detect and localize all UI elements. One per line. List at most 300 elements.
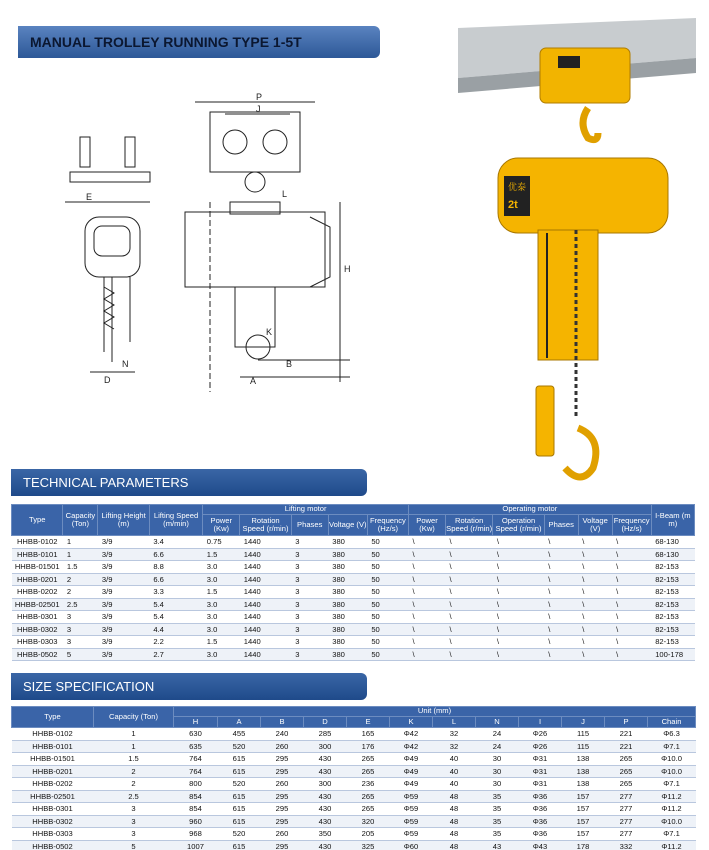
table-cell: 3 (63, 611, 98, 624)
table-cell: 430 (304, 840, 347, 850)
table-cell: 6.6 (149, 573, 202, 586)
header-op-frequency: Frequency (Hz/s) (612, 515, 651, 536)
table-cell: 3 (291, 561, 328, 574)
model-cell: HHBB-0101 (12, 548, 63, 561)
model-cell: HHBB-0101 (12, 740, 94, 753)
table-cell: \ (612, 536, 651, 549)
table-cell: Φ7.1 (648, 828, 696, 841)
table-cell: \ (612, 648, 651, 661)
table-cell: \ (544, 623, 578, 636)
model-cell: HHBB-02501 (12, 598, 63, 611)
table-cell: 380 (328, 623, 367, 636)
table-cell: 3 (291, 611, 328, 624)
table-cell: 3/9 (98, 648, 149, 661)
model-cell: HHBB-0502 (12, 648, 63, 661)
table-cell: 1.5 (203, 548, 240, 561)
table-cell: 3.0 (203, 561, 240, 574)
size-header-col: B (261, 717, 304, 728)
header-lifting-motor: Lifting motor (203, 505, 409, 515)
table-cell: 1007 (174, 840, 218, 850)
table-cell: \ (578, 623, 612, 636)
table-cell: \ (493, 598, 544, 611)
table-cell: 380 (328, 536, 367, 549)
table-cell: Φ31 (519, 753, 562, 766)
table-cell: 3 (94, 828, 174, 841)
table-cell: \ (493, 623, 544, 636)
table-cell: \ (409, 548, 446, 561)
header-operating-motor: Operating motor (409, 505, 652, 515)
table-row (12, 548, 695, 561)
table-row (12, 728, 696, 741)
table-cell: 430 (304, 790, 347, 803)
table-cell: Φ36 (519, 828, 562, 841)
table-cell: 277 (605, 815, 648, 828)
table-cell: Φ10.0 (648, 753, 696, 766)
table-cell: 8.8 (149, 561, 202, 574)
table-cell: 3 (291, 598, 328, 611)
table-cell: 3/9 (98, 561, 149, 574)
size-header-col: E (347, 717, 390, 728)
table-row (12, 815, 696, 828)
table-cell: 82-153 (651, 598, 694, 611)
header-type: Type (12, 505, 63, 536)
table-cell: 3/9 (98, 548, 149, 561)
header-frequency: Frequency (Hz/s) (367, 515, 408, 536)
table-cell: \ (446, 623, 493, 636)
table-cell: 380 (328, 636, 367, 649)
table-cell: 1440 (240, 623, 291, 636)
dim-label-p: P (256, 92, 263, 102)
table-cell: 3 (291, 536, 328, 549)
size-header-capacity: Capacity (Ton) (94, 707, 174, 728)
table-cell: 325 (347, 840, 390, 850)
table-cell: Φ42 (390, 728, 433, 741)
table-cell: 236 (347, 778, 390, 791)
size-header-col: D (304, 717, 347, 728)
table-cell: \ (544, 573, 578, 586)
table-cell: 35 (476, 815, 519, 828)
table-cell: 82-153 (651, 636, 694, 649)
table-cell: 3.0 (203, 573, 240, 586)
table-cell: Φ26 (519, 728, 562, 741)
table-cell: Φ59 (390, 828, 433, 841)
table-cell: 3/9 (98, 636, 149, 649)
table-cell: 165 (347, 728, 390, 741)
table-cell: 48 (433, 803, 476, 816)
table-cell: 1.5 (63, 561, 98, 574)
table-cell: 3.0 (203, 611, 240, 624)
table-cell: Φ59 (390, 790, 433, 803)
model-cell: HHBB-0201 (12, 573, 63, 586)
table-row (12, 586, 695, 599)
dim-label-a: A (250, 376, 257, 386)
table-cell: Φ31 (519, 765, 562, 778)
table-cell: 30 (476, 765, 519, 778)
table-cell: 615 (218, 790, 261, 803)
table-cell: \ (544, 636, 578, 649)
table-row (12, 828, 696, 841)
table-cell: 82-153 (651, 573, 694, 586)
table-cell: 3 (94, 803, 174, 816)
table-cell: Φ10.0 (648, 765, 696, 778)
table-cell: 277 (605, 828, 648, 841)
table-cell: 285 (304, 728, 347, 741)
table-cell: 2.2 (149, 636, 202, 649)
table-cell: 295 (261, 840, 304, 850)
table-cell: 615 (218, 765, 261, 778)
table-cell: 1 (63, 536, 98, 549)
table-cell: \ (493, 548, 544, 561)
table-cell: 48 (433, 840, 476, 850)
table-row (12, 765, 696, 778)
header-lifting-speed: Lifting Speed (m/min) (149, 505, 202, 536)
table-cell: 1 (94, 728, 174, 741)
table-cell: 1 (63, 548, 98, 561)
table-cell: 68-130 (651, 548, 694, 561)
table-cell: \ (578, 611, 612, 624)
table-cell: 40 (433, 753, 476, 766)
table-cell: \ (578, 648, 612, 661)
table-cell: \ (446, 536, 493, 549)
table-cell: 3 (291, 636, 328, 649)
table-cell: \ (544, 536, 578, 549)
table-row (12, 803, 696, 816)
table-cell: Φ59 (390, 803, 433, 816)
header-op-voltage: Voltage (V) (578, 515, 612, 536)
technical-drawing (60, 92, 370, 392)
table-cell: 350 (304, 828, 347, 841)
table-cell: 4.4 (149, 623, 202, 636)
table-cell: \ (612, 548, 651, 561)
table-cell: Φ6.3 (648, 728, 696, 741)
table-cell: 40 (433, 765, 476, 778)
table-cell: \ (612, 598, 651, 611)
table-cell: 2.5 (94, 790, 174, 803)
table-cell: \ (493, 561, 544, 574)
table-cell: 68-130 (651, 536, 694, 549)
table-cell: 3.4 (149, 536, 202, 549)
table-cell: Φ59 (390, 815, 433, 828)
table-cell: 35 (476, 828, 519, 841)
table-cell: 157 (562, 790, 605, 803)
table-cell: 380 (328, 586, 367, 599)
table-cell: 2 (63, 573, 98, 586)
table-cell: Φ11.2 (648, 790, 696, 803)
model-cell: HHBB-0303 (12, 828, 94, 841)
table-cell: 82-153 (651, 611, 694, 624)
table-row (12, 598, 695, 611)
table-cell: \ (612, 623, 651, 636)
table-row (12, 623, 695, 636)
table-cell: 5 (63, 648, 98, 661)
table-cell: 30 (476, 778, 519, 791)
table-cell: 3 (63, 636, 98, 649)
header-capacity: Capacity (Ton) (63, 505, 98, 536)
model-cell: HHBB-0302 (12, 623, 63, 636)
table-row (12, 648, 695, 661)
table-cell: 1440 (240, 536, 291, 549)
table-cell: Φ36 (519, 803, 562, 816)
table-cell: 115 (562, 728, 605, 741)
table-cell: Φ49 (390, 778, 433, 791)
table-cell: 265 (347, 765, 390, 778)
size-header-col: A (218, 717, 261, 728)
table-cell: 30 (476, 753, 519, 766)
table-cell: 82-153 (651, 586, 694, 599)
table-row (12, 561, 695, 574)
table-cell: Φ11.2 (648, 840, 696, 850)
table-cell: 295 (261, 753, 304, 766)
table-cell: 48 (433, 790, 476, 803)
table-cell: 48 (433, 815, 476, 828)
table-cell: 265 (347, 803, 390, 816)
table-cell: \ (578, 561, 612, 574)
table-cell: 2 (94, 778, 174, 791)
table-cell: 35 (476, 803, 519, 816)
table-cell: 50 (367, 636, 408, 649)
table-cell: 2.5 (63, 598, 98, 611)
table-cell: \ (409, 648, 446, 661)
table-cell: 520 (218, 778, 261, 791)
table-cell: 265 (605, 753, 648, 766)
table-cell: 520 (218, 740, 261, 753)
size-header-col: L (433, 717, 476, 728)
table-cell: 960 (174, 815, 218, 828)
header-power: Power (Kw) (203, 515, 240, 536)
table-cell: 82-153 (651, 623, 694, 636)
table-row (12, 573, 695, 586)
table-cell: 138 (562, 778, 605, 791)
technical-parameters-banner (11, 469, 367, 496)
table-row (12, 536, 695, 549)
dim-label-j: J (256, 104, 261, 114)
model-cell: HHBB-02501 (12, 790, 94, 803)
table-cell: 157 (562, 828, 605, 841)
size-header-unit: Unit (mm) (174, 707, 696, 717)
table-cell: 430 (304, 765, 347, 778)
table-cell: 50 (367, 536, 408, 549)
table-cell: 320 (347, 815, 390, 828)
table-cell: Φ43 (519, 840, 562, 850)
size-header-col: K (390, 717, 433, 728)
header-voltage: Voltage (V) (328, 515, 367, 536)
model-cell: HHBB-0102 (12, 728, 94, 741)
model-cell: HHBB-0502 (12, 840, 94, 850)
header-op-power: Power (Kw) (409, 515, 446, 536)
section-title-banner (18, 26, 380, 58)
header-op-phases: Phases (544, 515, 578, 536)
table-cell: \ (446, 573, 493, 586)
table-cell: 630 (174, 728, 218, 741)
table-cell: \ (446, 611, 493, 624)
table-cell: 277 (605, 803, 648, 816)
table-cell: \ (493, 636, 544, 649)
size-header-col: N (476, 717, 519, 728)
table-cell: 5 (94, 840, 174, 850)
table-cell: 300 (304, 740, 347, 753)
table-cell: 43 (476, 840, 519, 850)
size-header-col: Chain (648, 717, 696, 728)
table-cell: \ (578, 586, 612, 599)
table-row (12, 778, 696, 791)
table-cell: 3.0 (203, 623, 240, 636)
table-cell: 1440 (240, 586, 291, 599)
table-cell: 138 (562, 753, 605, 766)
dim-label-l: L (282, 189, 288, 199)
size-header-col: J (562, 717, 605, 728)
table-cell: \ (612, 636, 651, 649)
table-cell: 3.0 (203, 648, 240, 661)
table-cell: \ (578, 636, 612, 649)
table-cell: 2 (94, 765, 174, 778)
table-row (12, 840, 696, 850)
model-cell: HHBB-01501 (12, 753, 94, 766)
table-cell: 1440 (240, 611, 291, 624)
table-cell: 50 (367, 573, 408, 586)
table-cell: Φ7.1 (648, 740, 696, 753)
model-cell: HHBB-0301 (12, 611, 63, 624)
capacity-label: 2t (508, 199, 518, 211)
table-cell: 380 (328, 598, 367, 611)
table-cell: Φ36 (519, 790, 562, 803)
table-cell: 615 (218, 815, 261, 828)
table-cell: \ (409, 573, 446, 586)
technical-parameters-table (11, 504, 695, 661)
table-cell: \ (409, 536, 446, 549)
dim-label-n: N (122, 359, 129, 369)
table-cell: 176 (347, 740, 390, 753)
table-cell: \ (446, 598, 493, 611)
table-cell: \ (544, 561, 578, 574)
model-cell: HHBB-0202 (12, 586, 63, 599)
table-cell: \ (409, 561, 446, 574)
table-cell: 615 (218, 803, 261, 816)
table-cell: Φ11.2 (648, 803, 696, 816)
table-cell: 1.5 (203, 586, 240, 599)
table-cell: 380 (328, 573, 367, 586)
table-cell: \ (446, 636, 493, 649)
table-cell: 1.5 (203, 636, 240, 649)
table-cell: \ (544, 611, 578, 624)
table-cell: 295 (261, 790, 304, 803)
table-cell: 1440 (240, 548, 291, 561)
table-cell: \ (544, 648, 578, 661)
table-cell: 265 (347, 790, 390, 803)
table-cell: 764 (174, 753, 218, 766)
brand-label: 优泰 (508, 182, 527, 192)
table-cell: 430 (304, 815, 347, 828)
table-cell: \ (446, 548, 493, 561)
table-cell: 221 (605, 728, 648, 741)
table-cell: 1440 (240, 648, 291, 661)
table-cell: 854 (174, 790, 218, 803)
table-cell: \ (544, 548, 578, 561)
hoist-photo (458, 18, 696, 498)
table-cell: 3 (94, 815, 174, 828)
table-cell: 24 (476, 728, 519, 741)
table-cell: \ (612, 561, 651, 574)
table-cell: 635 (174, 740, 218, 753)
table-cell: 5.4 (149, 611, 202, 624)
table-cell: Φ60 (390, 840, 433, 850)
dim-label-k: K (266, 327, 273, 337)
table-cell: 380 (328, 648, 367, 661)
table-cell: 968 (174, 828, 218, 841)
table-cell: 50 (367, 611, 408, 624)
model-cell: HHBB-0202 (12, 778, 94, 791)
size-specification-table (11, 706, 696, 850)
table-cell: \ (446, 586, 493, 599)
table-cell: 1440 (240, 573, 291, 586)
table-cell: 6.6 (149, 548, 202, 561)
table-row (12, 753, 696, 766)
table-cell: 3 (291, 548, 328, 561)
table-cell: 100-178 (651, 648, 694, 661)
table-cell: 115 (562, 740, 605, 753)
table-cell: 260 (261, 740, 304, 753)
table-cell: Φ26 (519, 740, 562, 753)
table-cell: 3/9 (98, 573, 149, 586)
model-cell: HHBB-01501 (12, 561, 63, 574)
table-cell: 800 (174, 778, 218, 791)
table-cell: \ (493, 586, 544, 599)
header-ibeam: I-Beam (m m) (651, 505, 694, 536)
table-cell: \ (612, 573, 651, 586)
table-cell: 615 (218, 753, 261, 766)
table-cell: 3 (63, 623, 98, 636)
table-cell: 48 (433, 828, 476, 841)
dim-label-h: H (344, 264, 351, 274)
table-cell: 260 (261, 778, 304, 791)
table-cell: 3/9 (98, 623, 149, 636)
table-cell: 300 (304, 778, 347, 791)
dim-label-d: D (104, 375, 111, 385)
table-cell: \ (578, 548, 612, 561)
table-cell: Φ49 (390, 753, 433, 766)
table-cell: 1 (94, 740, 174, 753)
size-header-col: P (605, 717, 648, 728)
table-row (12, 636, 695, 649)
table-cell: \ (544, 586, 578, 599)
table-cell: 24 (476, 740, 519, 753)
table-cell: Φ31 (519, 778, 562, 791)
table-cell: 1440 (240, 561, 291, 574)
model-cell: HHBB-0303 (12, 636, 63, 649)
model-cell: HHBB-0302 (12, 815, 94, 828)
table-cell: \ (493, 536, 544, 549)
table-cell: 2.7 (149, 648, 202, 661)
table-cell: 430 (304, 753, 347, 766)
table-cell: 3/9 (98, 536, 149, 549)
table-cell: 157 (562, 815, 605, 828)
table-cell: 265 (605, 778, 648, 791)
header-rotation-speed: Rotation Speed (r/min) (240, 515, 291, 536)
dim-label-e: E (86, 192, 93, 202)
table-cell: 277 (605, 790, 648, 803)
size-header-col: I (519, 717, 562, 728)
table-cell: Φ42 (390, 740, 433, 753)
table-cell: Φ7.1 (648, 778, 696, 791)
table-row (12, 740, 696, 753)
table-cell: 295 (261, 765, 304, 778)
table-cell: \ (446, 648, 493, 661)
table-cell: \ (409, 586, 446, 599)
table-cell: \ (612, 611, 651, 624)
table-cell: 3/9 (98, 598, 149, 611)
table-cell: \ (493, 611, 544, 624)
table-cell: \ (578, 598, 612, 611)
table-cell: 1440 (240, 598, 291, 611)
